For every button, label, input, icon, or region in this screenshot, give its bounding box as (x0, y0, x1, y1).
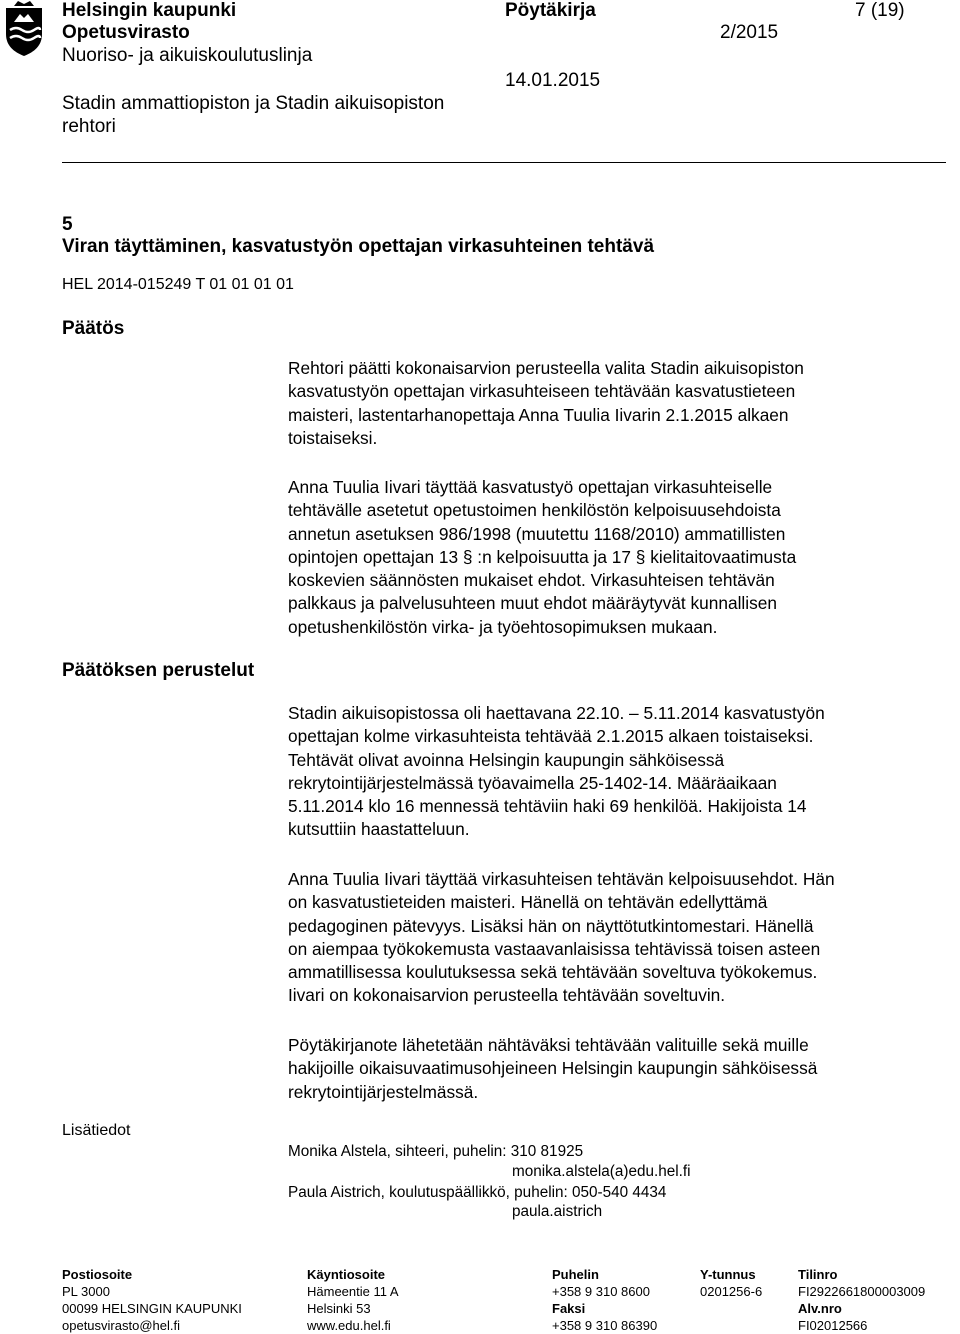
footer-line: opetusvirasto@hel.fi (62, 1318, 180, 1333)
text-line: Tehtävät olivat avoinna Helsingin kaupungin sähköisessä (288, 749, 725, 770)
rationale-paragraph (288, 702, 948, 842)
footer-line: Helsinki 53 (307, 1301, 371, 1316)
section-title: Viran täyttäminen, kasvatustyön opettajan virkasuhteinen tehtävä (62, 236, 655, 257)
text-line: pedagoginen pätevyys. Lisäksi hän on näyttötutkintomestari. Hänellä (288, 915, 814, 936)
doc-date: 14.01.2015 (505, 70, 601, 91)
text-line: Iivari on kokonaisarvion perusteella tehtävään soveltuvin. (288, 985, 726, 1006)
division-name: Nuoriso- ja aikuiskoulutuslinja (62, 45, 313, 66)
footer-phone (552, 1266, 657, 1334)
unit-name-line2: rehtori (62, 116, 116, 137)
text-line: tehtävälle asetetut opetustoimen henkilöstön kelpoisuusehdoista (288, 500, 781, 521)
text-line: Anna Tuulia Iivari täyttää kasvatustyö opettajan virkasuhteiselle (288, 477, 773, 497)
label-rationale: Päätöksen perustelut (62, 660, 255, 681)
rationale-paragraph (288, 868, 948, 1008)
footer-line: PL 3000 (62, 1284, 110, 1299)
footer-postal (62, 1266, 242, 1334)
label-more-info: Lisätiedot (62, 1122, 131, 1139)
contact-email: paula.aistrich (512, 1203, 603, 1220)
text-line: opettajan kolme virkasuhteista tehtävää 2.1.2015 alkaen toistaiseksi. (288, 726, 814, 747)
footer-visiting (307, 1266, 399, 1334)
footer-business-id (700, 1266, 762, 1300)
footer-heading: Tilinro (798, 1267, 838, 1282)
text-line: rekrytointijärjestelmässä. (288, 1081, 479, 1102)
footer-line: 0201256-6 (700, 1284, 763, 1299)
footer-subheading: Alv.nro (798, 1301, 842, 1316)
text-line: opetushenkilöstön virka- ja työehtosopimuksen mukaan. (288, 616, 718, 637)
footer-line: +358 9 310 8600 (552, 1284, 650, 1299)
text-line: 5.11.2014 klo 16 mennessä tehtäviin haki 69 henkilöä. Hakijoista 14 (288, 796, 807, 817)
header-rule (62, 162, 946, 163)
footer-line: 00099 HELSINGIN KAUPUNKI (62, 1301, 242, 1316)
contact-line: Paula Aistrich, koulutuspäällikkö, puhelin: 050-540 4434 (288, 1184, 667, 1201)
contact-line: Monika Alstela, sihteeri, puhelin: 310 81925 (288, 1143, 584, 1160)
doc-number: 2/2015 (720, 22, 779, 43)
footer-line: FI02012566 (798, 1318, 868, 1333)
label-decision: Päätös (62, 318, 125, 339)
text-line: opintojen opettajan 13 § :n kelpoisuutta ja 17 § kielitaitovaatimusta (288, 546, 797, 567)
text-line: palkkaus ja palvelusuhteen muut ehdot määräytyvät kunnallisen (288, 593, 777, 614)
text-line: koskevien säännösten mukaiset ehdot. Virkasuhteisen tehtävän (288, 570, 775, 591)
text-line: ammatillisessa koulutuksessa sekä tehtävään soveltuva työkokemus. (288, 962, 818, 983)
text-line: hakijoille oikaisuvaatimusohjeineen Helsingin kaupungin sähköisessä (288, 1058, 818, 1079)
text-line: Stadin aikuisopistossa oli haettavana 22.10. – 5.11.2014 kasvatustyön (288, 703, 825, 723)
text-line: kutsuttiin haastatteluun. (288, 819, 470, 840)
text-line: Pöytäkirjanote lähetetään nähtäväksi tehtävään valituille sekä muille (288, 1035, 809, 1055)
unit-name-line1: Stadin ammattiopiston ja Stadin aikuisopiston (62, 93, 445, 114)
footer-line: Hämeentie 11 A (307, 1284, 399, 1299)
footer-line: FI2922661800003009 (798, 1284, 926, 1299)
footer-line: www.edu.hel.fi (307, 1318, 391, 1333)
footer-heading: Käyntiosoite (307, 1267, 386, 1282)
footer-account (798, 1266, 925, 1334)
footer-heading: Postiosoite (62, 1267, 133, 1282)
rationale-paragraph (288, 1034, 948, 1104)
text-line: rekrytointijärjestelmässä työavaimella 25-1402-14. Määräaikaan (288, 772, 777, 793)
text-line: on aiempaa työkokemusta vastaavanlaisissa tehtävissä toisen asteen (288, 938, 821, 959)
footer-line: +358 9 310 86390 (552, 1318, 658, 1333)
footer-heading: Y-tunnus (700, 1267, 756, 1282)
text-line: kasvatustyön opettajan virkasuhteiseen tehtävään kasvatustieteen (288, 381, 796, 402)
contact-email: monika.alstela(a)edu.hel.fi (512, 1163, 691, 1180)
org-name: Helsingin kaupunki (62, 0, 237, 21)
footer-heading: Puhelin (552, 1267, 599, 1282)
decision-paragraph (288, 357, 948, 450)
page-number: 7 (19) (855, 0, 905, 21)
rationale-paragraph (288, 476, 948, 639)
helsinki-crest-logo (0, 0, 48, 58)
text-line: annetun asetuksen 986/1998 (muutettu 1168/2010) ammatillisten (288, 523, 786, 544)
diary-number: HEL 2014-015249 T 01 01 01 01 (62, 276, 294, 293)
section-number: 5 (62, 214, 73, 235)
text-line: toistaiseksi. (288, 427, 378, 448)
agency-name: Opetusvirasto (62, 22, 190, 43)
text-line: on kasvatustieteiden maisteri. Hänellä on tehtävän edellyttämä (288, 892, 768, 913)
footer-subheading: Faksi (552, 1301, 586, 1316)
text-line: Rehtori päätti kokonaisarvion perusteella valita Stadin aikuisopiston (288, 358, 804, 378)
doc-type: Pöytäkirja (505, 0, 596, 21)
text-line: Anna Tuulia Iivari täyttää virkasuhteisen tehtävän kelpoisuusehdot. Hän (288, 869, 835, 889)
text-line: maisteri, lastentarhanopettaja Anna Tuulia Iivarin 2.1.2015 alkaen (288, 404, 789, 425)
